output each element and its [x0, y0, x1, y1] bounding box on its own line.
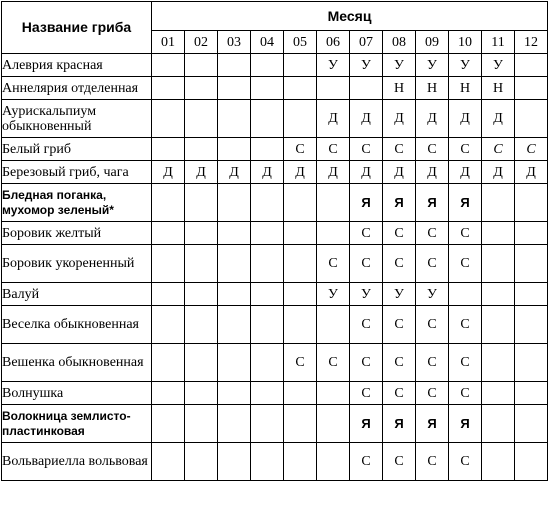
- season-cell: Д: [416, 100, 449, 138]
- season-cell: У: [383, 54, 416, 77]
- mushroom-name: Бледная поганка, мухомор зеленый*: [2, 184, 152, 222]
- month-header-08: 08: [383, 31, 416, 54]
- season-cell: С: [284, 344, 317, 382]
- season-cell: С: [284, 138, 317, 161]
- mushroom-name: Аурискальпиум обыкновенный: [2, 100, 152, 138]
- season-cell: [284, 443, 317, 481]
- season-cell: Д: [515, 161, 548, 184]
- season-cell: [284, 54, 317, 77]
- season-cell: [251, 405, 284, 443]
- season-cell: [185, 54, 218, 77]
- season-cell: С: [383, 306, 416, 344]
- mushroom-name: Вольвариелла вольвовая: [2, 443, 152, 481]
- table-row: [2, 138, 548, 161]
- table-row: [2, 405, 548, 443]
- season-cell: С: [383, 344, 416, 382]
- season-cell: [185, 245, 218, 283]
- mushroom-name: Вешенка обыкновенная: [2, 344, 152, 382]
- season-cell: Д: [218, 161, 251, 184]
- season-cell: С: [449, 443, 482, 481]
- season-cell: [284, 245, 317, 283]
- table-row: [2, 443, 548, 481]
- mushroom-name: Аннелярия отделенная: [2, 77, 152, 100]
- season-cell: [218, 344, 251, 382]
- season-cell: С: [317, 138, 350, 161]
- season-cell: [515, 77, 548, 100]
- season-cell: [218, 222, 251, 245]
- season-cell: [251, 138, 284, 161]
- season-cell: [185, 100, 218, 138]
- table-row: [2, 77, 548, 100]
- season-cell: [515, 245, 548, 283]
- season-cell: [317, 184, 350, 222]
- season-cell: [251, 382, 284, 405]
- season-cell: Н: [383, 77, 416, 100]
- season-cell: [185, 382, 218, 405]
- season-cell: [515, 184, 548, 222]
- table-row: [2, 161, 548, 184]
- season-cell: С: [449, 344, 482, 382]
- season-cell: [284, 382, 317, 405]
- month-header-05: 05: [284, 31, 317, 54]
- season-cell: [152, 306, 185, 344]
- season-cell: Н: [416, 77, 449, 100]
- season-cell: [482, 306, 515, 344]
- season-cell: [185, 306, 218, 344]
- season-cell: [218, 306, 251, 344]
- season-cell: [482, 443, 515, 481]
- season-cell: С: [416, 344, 449, 382]
- mushroom-name: Волнушка: [2, 382, 152, 405]
- season-cell: Д: [284, 161, 317, 184]
- season-cell: Я: [416, 184, 449, 222]
- season-cell: [515, 344, 548, 382]
- season-cell: Д: [482, 161, 515, 184]
- mushroom-name: Волокница землисто-пластинковая: [2, 405, 152, 443]
- season-cell: Я: [449, 184, 482, 222]
- mushroom-name: Белый гриб: [2, 138, 152, 161]
- season-cell: [152, 405, 185, 443]
- season-cell: Д: [449, 161, 482, 184]
- season-cell: [152, 245, 185, 283]
- table-row: [2, 54, 548, 77]
- month-header-06: 06: [317, 31, 350, 54]
- season-cell: Д: [350, 161, 383, 184]
- season-cell: С: [317, 344, 350, 382]
- season-cell: Я: [416, 405, 449, 443]
- month-header-07: 07: [350, 31, 383, 54]
- season-cell: С: [350, 222, 383, 245]
- table-row: [2, 184, 548, 222]
- mushroom-name: Веселка обыкновенная: [2, 306, 152, 344]
- season-cell: [317, 306, 350, 344]
- table-row: [2, 344, 548, 382]
- season-cell: [218, 405, 251, 443]
- season-cell: [218, 77, 251, 100]
- season-cell: [317, 77, 350, 100]
- season-cell: С: [383, 443, 416, 481]
- table-row: [2, 222, 548, 245]
- season-cell: С: [416, 306, 449, 344]
- season-cell: [251, 77, 284, 100]
- season-cell: [152, 443, 185, 481]
- month-group-header: Месяц: [152, 2, 548, 31]
- season-cell: [251, 245, 284, 283]
- season-cell: [185, 344, 218, 382]
- season-cell: У: [350, 54, 383, 77]
- season-cell: [317, 222, 350, 245]
- season-cell: [350, 77, 383, 100]
- season-cell: Д: [152, 161, 185, 184]
- season-cell: С: [383, 138, 416, 161]
- season-cell: [482, 245, 515, 283]
- season-cell: [317, 382, 350, 405]
- season-cell: [317, 443, 350, 481]
- season-cell: [152, 54, 185, 77]
- table-body: [2, 54, 548, 481]
- season-cell: [515, 54, 548, 77]
- season-cell: [218, 443, 251, 481]
- season-cell: [152, 184, 185, 222]
- season-cell: С: [416, 443, 449, 481]
- season-cell: [218, 245, 251, 283]
- season-cell: [152, 222, 185, 245]
- mushroom-season-table: [1, 1, 548, 481]
- season-cell: Д: [482, 100, 515, 138]
- season-cell: Д: [350, 100, 383, 138]
- season-cell: С: [449, 222, 482, 245]
- month-header-04: 04: [251, 31, 284, 54]
- season-cell: Я: [449, 405, 482, 443]
- season-cell: Я: [350, 405, 383, 443]
- season-cell: [218, 100, 251, 138]
- season-cell: С: [416, 382, 449, 405]
- month-header-10: 10: [449, 31, 482, 54]
- season-cell: [152, 382, 185, 405]
- season-cell: [185, 184, 218, 222]
- season-cell: [482, 405, 515, 443]
- season-cell: Д: [185, 161, 218, 184]
- season-cell: [251, 443, 284, 481]
- season-cell: [185, 222, 218, 245]
- season-cell: [317, 405, 350, 443]
- season-cell: [482, 382, 515, 405]
- season-cell: [251, 184, 284, 222]
- season-cell: У: [350, 283, 383, 306]
- season-cell: [284, 306, 317, 344]
- season-cell: С: [449, 138, 482, 161]
- month-header-09: 09: [416, 31, 449, 54]
- season-cell: С: [317, 245, 350, 283]
- table-row: [2, 100, 548, 138]
- season-cell: С: [416, 245, 449, 283]
- season-cell: С: [350, 382, 383, 405]
- season-cell: У: [416, 54, 449, 77]
- season-cell: [185, 405, 218, 443]
- season-cell: [218, 382, 251, 405]
- season-cell: У: [317, 283, 350, 306]
- season-cell: [152, 100, 185, 138]
- season-cell: Д: [251, 161, 284, 184]
- season-cell: [284, 283, 317, 306]
- month-header-01: 01: [152, 31, 185, 54]
- table-row: [2, 283, 548, 306]
- season-cell: Д: [317, 161, 350, 184]
- season-cell: С: [515, 138, 548, 161]
- season-cell: [218, 138, 251, 161]
- season-cell: Д: [383, 100, 416, 138]
- season-cell: У: [482, 54, 515, 77]
- season-cell: [515, 222, 548, 245]
- name-column-header: Название гриба: [2, 2, 152, 54]
- mushroom-name: Боровик укорененный: [2, 245, 152, 283]
- season-cell: [185, 443, 218, 481]
- season-cell: С: [350, 138, 383, 161]
- season-cell: Н: [482, 77, 515, 100]
- season-cell: [251, 344, 284, 382]
- season-cell: С: [350, 443, 383, 481]
- season-cell: У: [317, 54, 350, 77]
- season-cell: [218, 54, 251, 77]
- season-cell: Д: [449, 100, 482, 138]
- season-cell: [482, 283, 515, 306]
- season-cell: [515, 443, 548, 481]
- season-cell: [482, 184, 515, 222]
- season-cell: С: [416, 222, 449, 245]
- season-cell: [251, 54, 284, 77]
- season-cell: [152, 344, 185, 382]
- table-row: [2, 245, 548, 283]
- season-cell: [515, 283, 548, 306]
- season-cell: С: [350, 344, 383, 382]
- season-cell: [185, 138, 218, 161]
- season-cell: С: [350, 306, 383, 344]
- month-header-02: 02: [185, 31, 218, 54]
- season-cell: [284, 184, 317, 222]
- season-cell: [185, 77, 218, 100]
- season-cell: С: [383, 245, 416, 283]
- season-cell: [482, 222, 515, 245]
- season-cell: У: [383, 283, 416, 306]
- month-header-11: 11: [482, 31, 515, 54]
- month-header-12: 12: [515, 31, 548, 54]
- season-cell: [152, 138, 185, 161]
- mushroom-name: Боровик желтый: [2, 222, 152, 245]
- mushroom-name: Алеврия красная: [2, 54, 152, 77]
- season-cell: С: [383, 222, 416, 245]
- season-cell: У: [416, 283, 449, 306]
- season-cell: [284, 222, 317, 245]
- season-cell: [284, 405, 317, 443]
- season-cell: [449, 283, 482, 306]
- season-cell: [515, 306, 548, 344]
- season-cell: С: [449, 382, 482, 405]
- season-cell: [515, 382, 548, 405]
- season-cell: [152, 77, 185, 100]
- season-cell: [482, 344, 515, 382]
- season-cell: Д: [416, 161, 449, 184]
- season-cell: [515, 100, 548, 138]
- mushroom-name: Березовый гриб, чага: [2, 161, 152, 184]
- mushroom-name: Валуй: [2, 283, 152, 306]
- season-cell: [218, 184, 251, 222]
- season-cell: С: [449, 306, 482, 344]
- season-cell: У: [449, 54, 482, 77]
- season-cell: Д: [383, 161, 416, 184]
- season-cell: Я: [383, 405, 416, 443]
- season-cell: С: [416, 138, 449, 161]
- season-cell: [251, 283, 284, 306]
- season-cell: [152, 283, 185, 306]
- season-cell: С: [350, 245, 383, 283]
- season-cell: Д: [317, 100, 350, 138]
- season-cell: С: [449, 245, 482, 283]
- season-cell: С: [383, 382, 416, 405]
- season-cell: [185, 283, 218, 306]
- season-cell: [284, 77, 317, 100]
- season-cell: Н: [449, 77, 482, 100]
- table-row: [2, 306, 548, 344]
- season-cell: [251, 222, 284, 245]
- season-cell: [251, 100, 284, 138]
- month-header-03: 03: [218, 31, 251, 54]
- season-cell: Я: [383, 184, 416, 222]
- season-cell: [218, 283, 251, 306]
- season-cell: С: [482, 138, 515, 161]
- season-cell: [284, 100, 317, 138]
- season-cell: Я: [350, 184, 383, 222]
- season-cell: [251, 306, 284, 344]
- table-row: [2, 382, 548, 405]
- season-cell: [515, 405, 548, 443]
